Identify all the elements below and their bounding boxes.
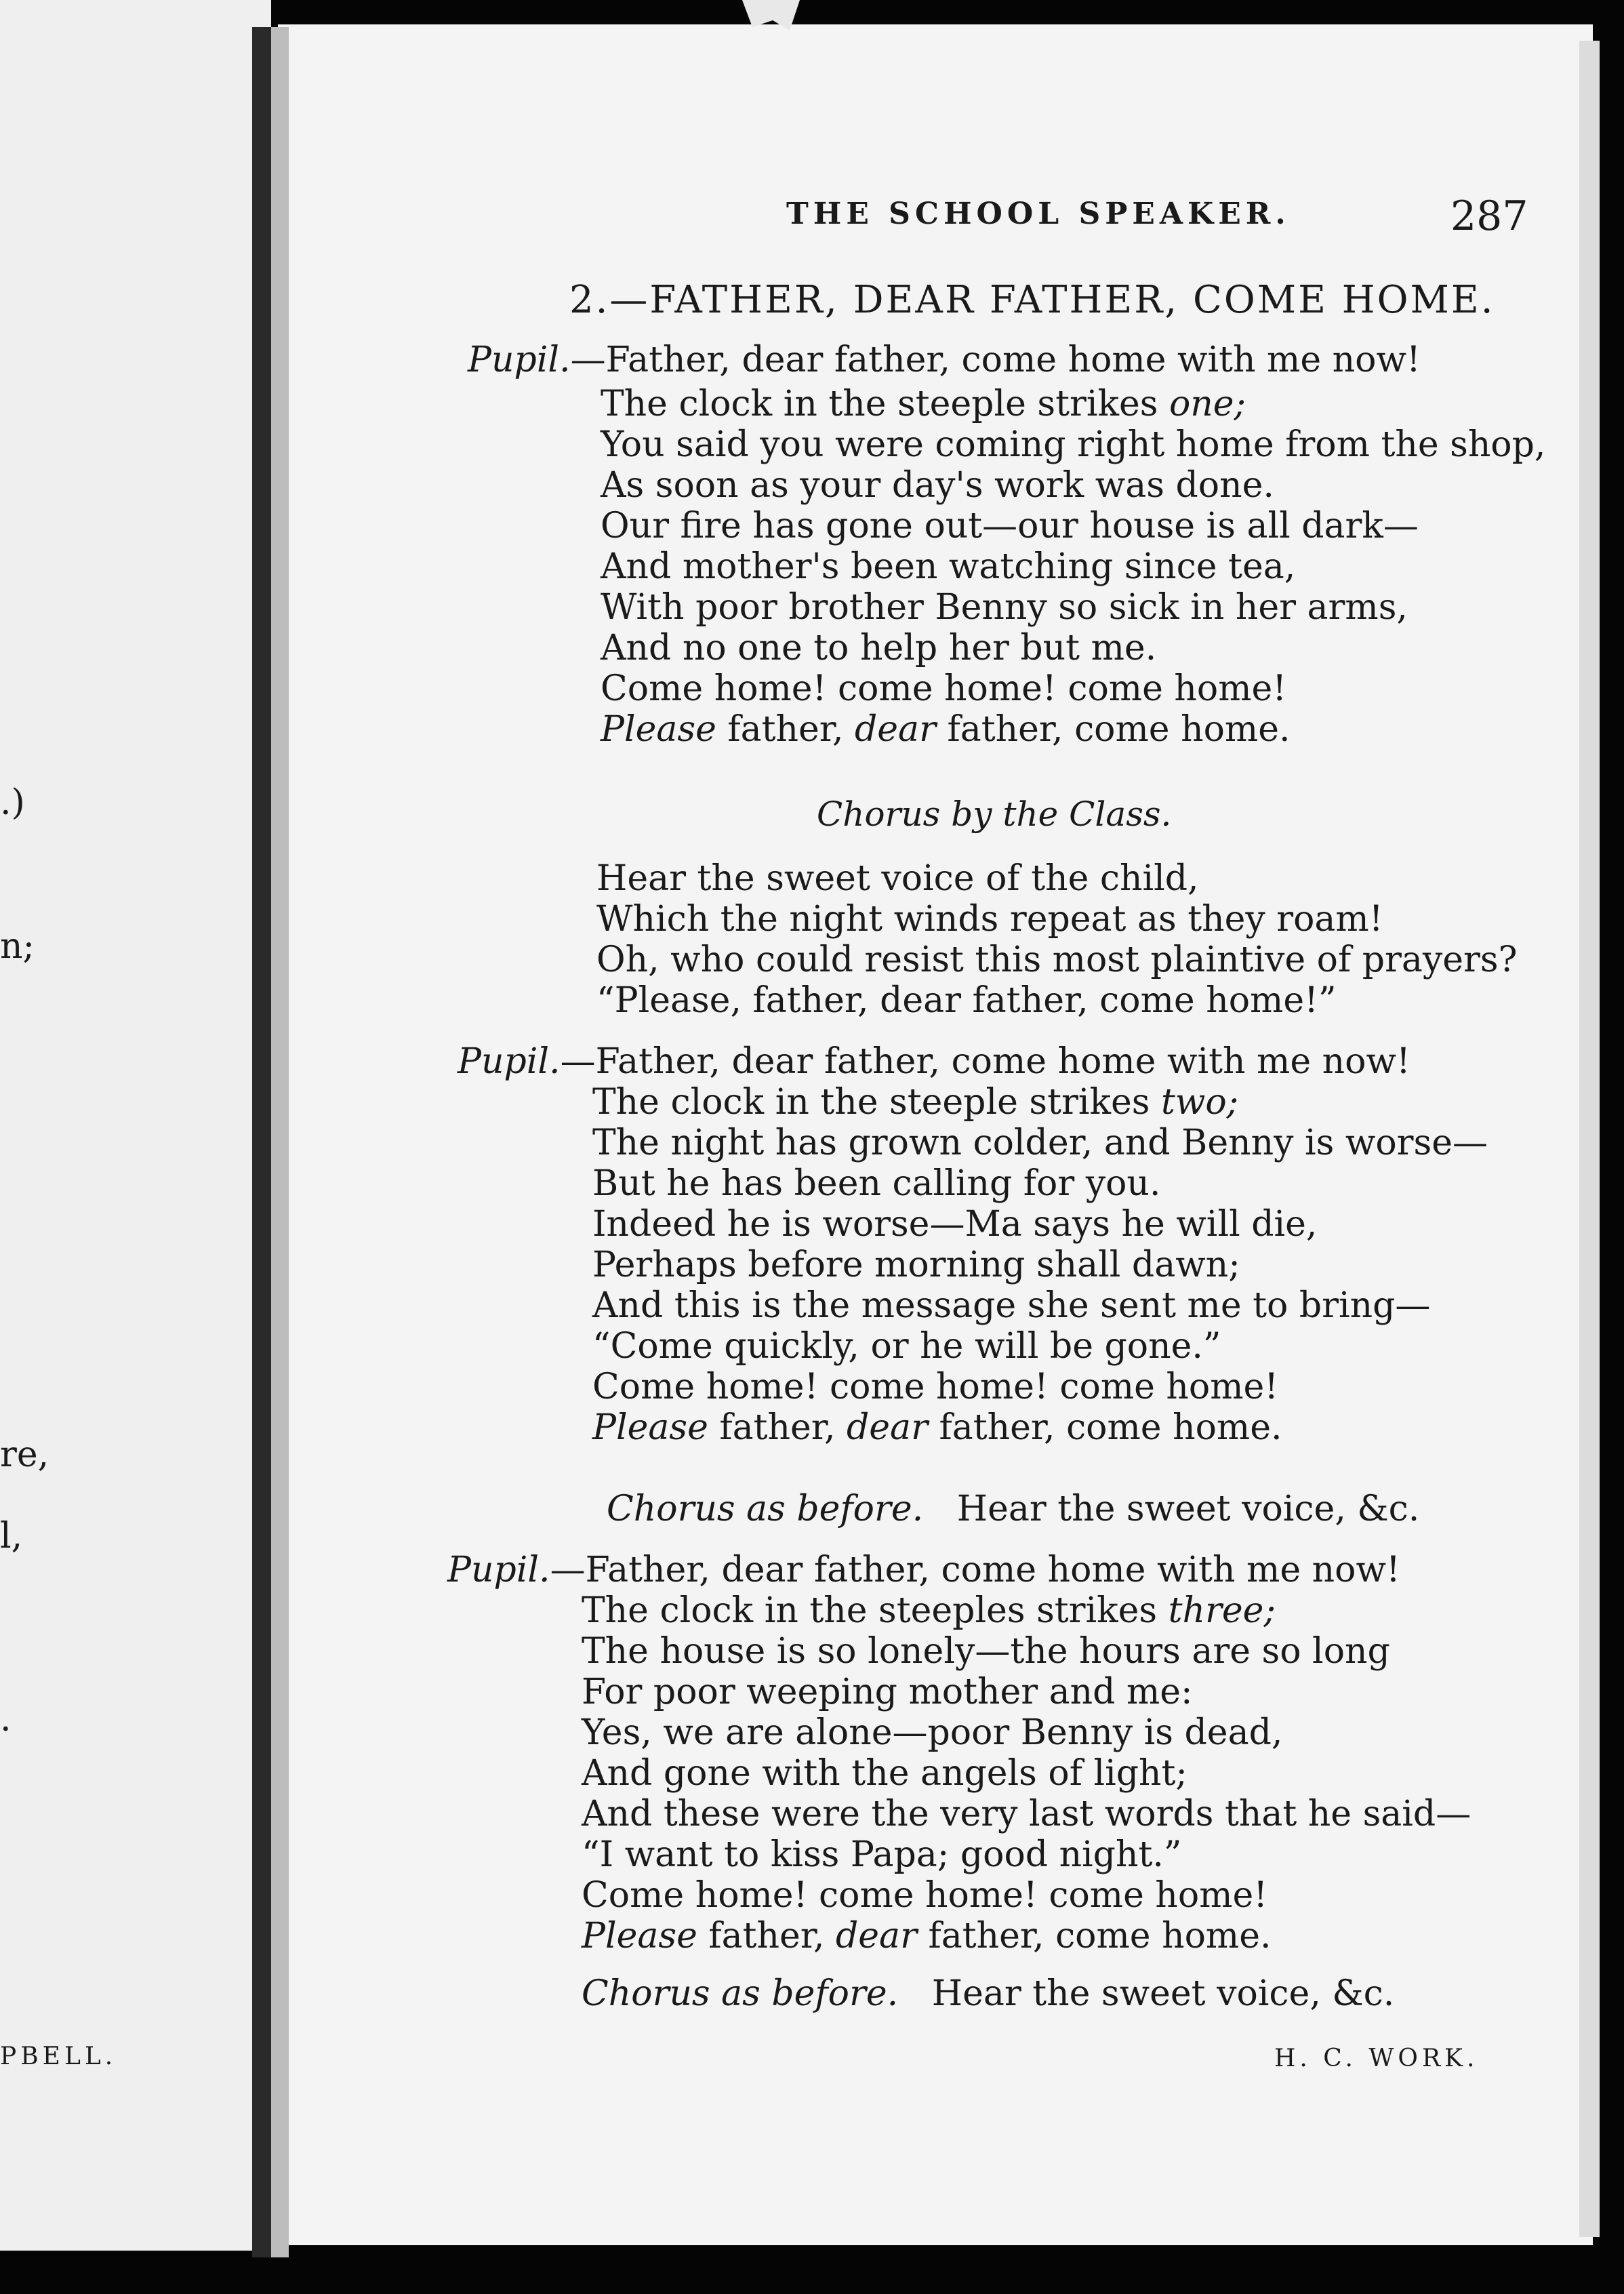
verse-line: Please father, dear father, come home. <box>592 1407 1282 1448</box>
verse-line: And mother's been watching since tea, <box>601 546 1296 587</box>
verse-line: Come home! come home! come home! <box>592 1367 1279 1407</box>
verse-line: Please father, dear father, come home. <box>582 1916 1272 1956</box>
left-fragment: l, <box>0 1516 23 1556</box>
verse-line: “Come quickly, or he will be gone.” <box>592 1326 1221 1367</box>
verse-line: Please father, dear father, come home. <box>601 709 1291 750</box>
verse-line: The clock in the steeple strikes two; <box>592 1082 1239 1123</box>
speaker-label: Pupil. <box>468 340 571 380</box>
verse-line: Yes, we are alone—poor Benny is dead, <box>582 1712 1283 1753</box>
verse-line: The clock in the steeples strikes three; <box>582 1590 1276 1631</box>
chorus-line: Which the night winds repeat as they roam! <box>596 899 1383 940</box>
verse-line: And gone with the angels of light; <box>582 1753 1187 1794</box>
verse-line: As soon as your day's work was done. <box>601 465 1274 506</box>
verse-line: You said you were coming right home from the shop, <box>601 424 1546 465</box>
page-number: 287 <box>1450 193 1528 240</box>
verse-line: Pupil.—Father, dear father, come home with me now! <box>447 1550 1400 1590</box>
verse-line: The house is so lonely—the hours are so long <box>582 1631 1390 1672</box>
left-fragment: .) <box>0 782 25 823</box>
verse-line: Indeed he is worse—Ma says he will die, <box>592 1204 1318 1245</box>
verse-line: Come home! come home! come home! <box>582 1875 1268 1916</box>
verse-line: For poor weeping mother and me: <box>582 1672 1193 1712</box>
left-fragment: re, <box>0 1434 49 1475</box>
speaker-label: Pupil. <box>447 1550 550 1590</box>
verse-line: Our fire has gone out—our house is all dark— <box>601 506 1419 546</box>
verse-line: And no one to help her but me. <box>601 628 1157 668</box>
author-attribution: H. C. WORK. <box>1274 2045 1479 2072</box>
verse-line: Come home! come home! come home! <box>601 668 1287 709</box>
chorus-line: Oh, who could resist this most plaintive of prayers? <box>596 940 1518 980</box>
verse-line: “I want to kiss Papa; good night.” <box>582 1834 1182 1875</box>
chorus-repeat: Chorus as before. Hear the sweet voice, &c. <box>607 1489 1420 1529</box>
chorus-line: Hear the sweet voice of the child, <box>596 858 1199 899</box>
verse-line: But he has been calling for you. <box>592 1163 1161 1204</box>
left-fragment: . <box>0 1699 12 1739</box>
verse-line: Pupil.—Father, dear father, come home with me now! <box>468 340 1421 380</box>
verse-line: Perhaps before morning shall dawn; <box>592 1245 1240 1285</box>
speaker-label: Pupil. <box>458 1041 561 1082</box>
chorus-heading: Chorus by the Class. <box>817 794 1172 834</box>
chorus-repeat: Chorus as before. Hear the sweet voice, &c. <box>582 1973 1395 2014</box>
verse-line: With poor brother Benny so sick in her arms, <box>601 587 1408 628</box>
left-fragment: PBELL. <box>0 2043 117 2070</box>
verse-line: And these were the very last words that he said— <box>582 1794 1471 1834</box>
verse-line: The night has grown colder, and Benny is worse— <box>592 1123 1488 1163</box>
verse-line: The clock in the steeple strikes one; <box>601 384 1246 424</box>
poem-title: 2.—FATHER, DEAR FATHER, COME HOME. <box>569 278 1495 322</box>
verse-line: And this is the message she sent me to bring— <box>592 1285 1431 1326</box>
verse-line: Pupil.—Father, dear father, come home with me now! <box>458 1041 1410 1082</box>
left-fragment: n; <box>0 926 35 967</box>
running-title: THE SCHOOL SPEAKER. <box>786 197 1291 231</box>
chorus-line: “Please, father, dear father, come home!” <box>596 980 1337 1021</box>
